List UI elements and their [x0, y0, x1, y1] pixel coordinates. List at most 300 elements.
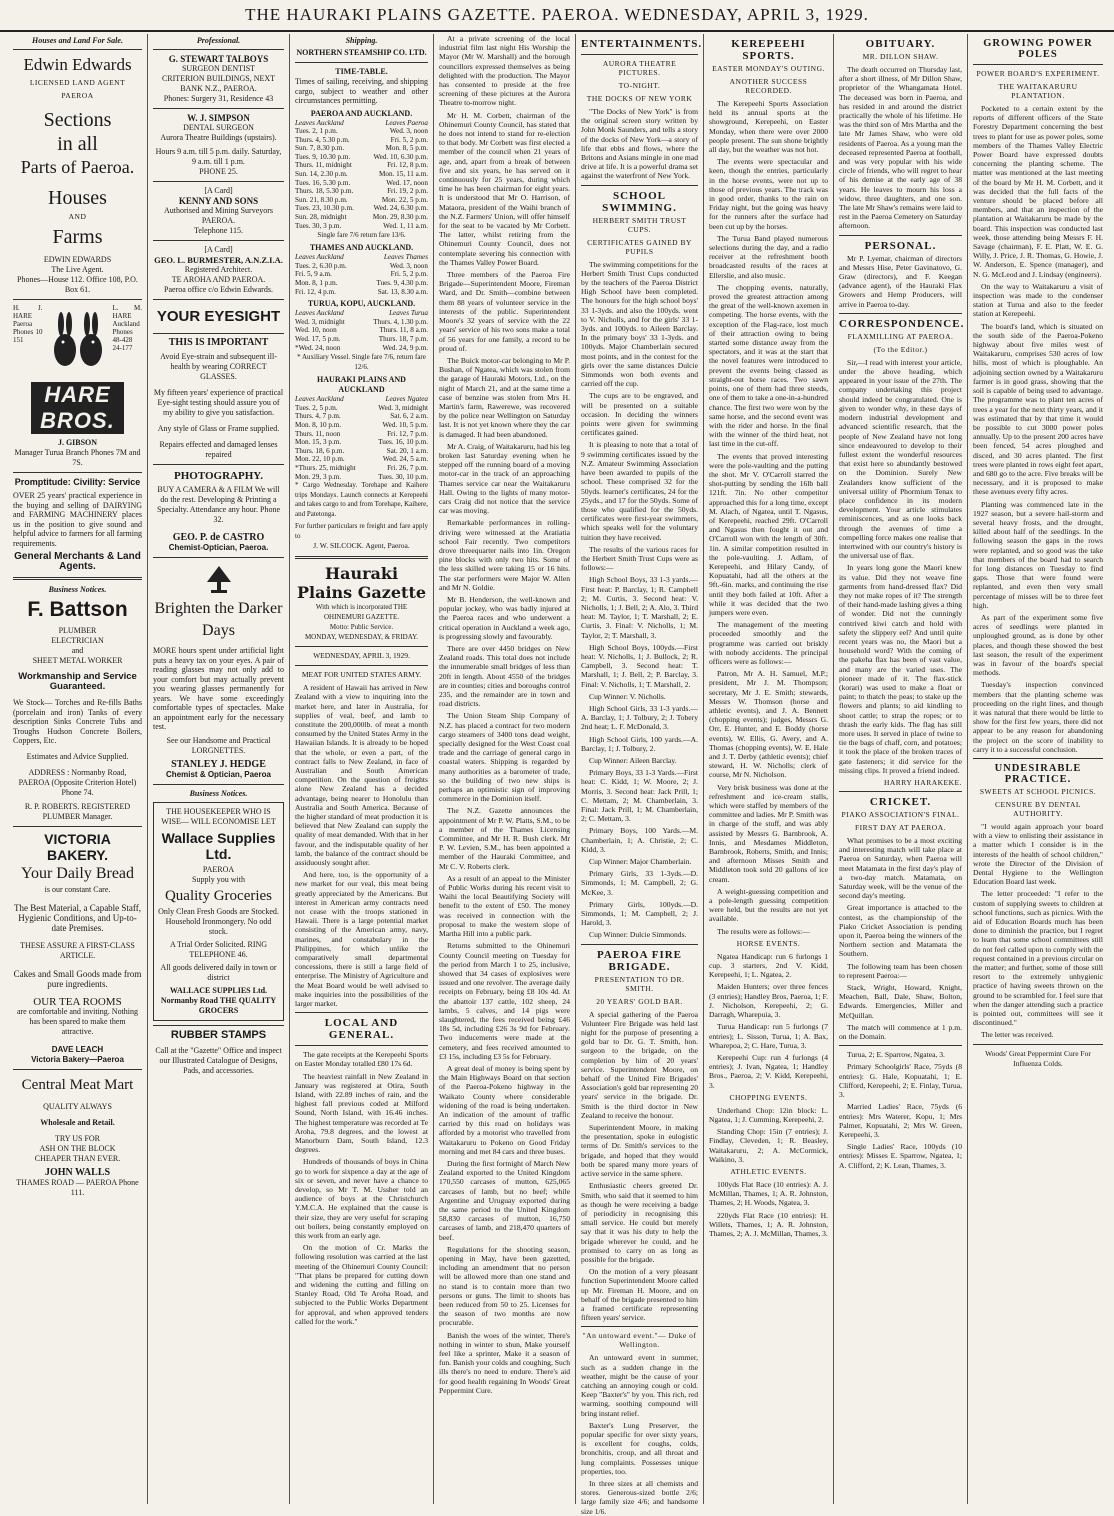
route-thames-title: THAMES AND AUCKLAND. [309, 243, 414, 253]
news-p4: The Buick motor-car belonging to Mr P. Bushan, of Ngatea, which was stolen from the garage of Hauraki Motors, Ltd., on the night of March 21, and at the same time a case of benzine was stolen from Mrs H. Martin's farm, Rawerewe, was recovered by the police near Wellington on Saturday last. It is not yet known where they the car is damaged. It had been abandoned. [439, 355, 570, 439]
news-p10: The N.Z. Gazette announces the appointment of Mr P. W. Platts, S.M., to be a member of the Thames Licensing Committee, and Mr H. R. Bush clerk. Mr P. W. Levien, S.M., has been appointed a member of the Hauraki Committee, and Mr C. V. Roberts clerk. [439, 806, 570, 871]
kenny-title: Authorised and Mining Surveyors PAEROA. [163, 206, 274, 225]
timetable-cell: Thurs. 11, midnight [295, 161, 352, 170]
timetable-cell: Fri. 19, 2 p.m. [387, 187, 428, 196]
fire-p4: On the motion of a very pleasant function Superintendent Moore called up Mr. Fireman H. Moore, and on behalf of the brigade presented to him a framed certificate representing fifteen years' service. [581, 1267, 698, 1323]
kerepeehi-p9: A weight-guessing competition and a pole-length guessing competition were held, but the results are not yet available. [709, 886, 828, 924]
timetable-row [295, 455, 428, 464]
cricket-p6: Turua, 2; E. Sparrow, Ngatea, 3. [847, 1050, 945, 1060]
news-p15: Regulations for the shooting season, opening in May, have been gazetted, including an amendment that no person will be allowed more than one stand and no stand is to contain more than two persons or guns. The limit to shoots has been reduced from 50 to 25. Licenses for the season of two months are now procurable. [439, 1244, 570, 1328]
simpson-name: W. J. SIMPSON [187, 113, 250, 123]
column-2 [148, 34, 290, 1504]
fire-title: PAEROA FIRE BRIGADE. [596, 948, 683, 973]
timetable-header [295, 119, 428, 128]
personal-title: PERSONAL. [864, 239, 937, 252]
timetable-row [295, 288, 428, 297]
cricket-p5: The match will commence at 1 p.m. on the Domain. [839, 1022, 962, 1042]
lamp-icon [199, 562, 239, 596]
meat-article-p2: And here, too, is the opportunity of a new market for our veal, this meat being greatly appreciated by the Americans. But interest in American army contracts need not cease with the troops stationed in Hawaii. There is a large potential market consisting of the American army, navy, marines, and constabulary in the Philippines, for which unlike the comparatively small departmental concessions, there is still a large field of enterprise. The Ministry of Agriculture and the Meat Board would be well advised to make inquiries into the possibilities of the larger market. [295, 870, 428, 1008]
correspondence-signature: HARRY HARAKEKE. [883, 778, 962, 788]
swim-p9: High School Girls, 100 yards.—A. Barclay, 1; J. Tolbury, 2. [581, 734, 698, 753]
wallace-order: A Trial Order Solicited. RING TELEPHONE 46. [169, 939, 268, 959]
kerepeehi-p11: Maiden Hunters; over three fences (3 entries); Handley Bros, Paeroa, 1; F. J. Nicholson, Kerepeehi, 2; G. Darragh, Wharepuia, 3. [709, 982, 828, 1020]
ad-sections: Sections [43, 109, 112, 131]
battson-electrician: ELECTRICIAN [51, 636, 104, 645]
battson-guarantee: Workmanship and Service Guaranteed. [18, 671, 137, 692]
ad-contact-name: EDWIN EDWARDS [43, 255, 112, 264]
route-paeroa-table [295, 119, 428, 231]
timetable-row [295, 187, 428, 196]
swim-p11: Primary Boys, 33 1-3 Yards.—First heat: C. Kidd, 1; W. Moore, 2; J. Morris, 3. Second heat: Jack Prill, 1; C. Mettam, 2; M. Chamberlain, 3. Final: Jack Prill, 1; M. Chamberlain, 2; C. Mettam, 3. [581, 768, 698, 824]
page-columns [8, 34, 1108, 1516]
column-1 [8, 34, 148, 1504]
shipping-company: NORTHERN STEAMSHIP CO. LTD. [296, 48, 427, 57]
timetable-cell: Wed. 24, 5 a.m. [382, 455, 428, 464]
timetable-cell: Leaves Auckland [295, 395, 344, 404]
obituary-sub: MR. DILLON SHAW. [862, 52, 939, 61]
timetable-note: Times of sailing, receiving, and shipping cargo, subject to weather and other circumstances permitting. [295, 77, 428, 105]
route-plains-note2: For further particulars re freight and fare apply to [295, 522, 428, 540]
paper-title: Hauraki Plains Gazette [296, 564, 427, 603]
column-3 [290, 34, 434, 1504]
timetable-row [295, 279, 428, 288]
hare-body: OVER 25 years' practical experience in the buying and selling of DAIRYING and FARMING MACHINERY places us in the position to give sound and helpful advice to farmers for all farming requirements. [13, 491, 142, 548]
cricket-p2: Great importance is attached to the contest, as the championship of the Piako Cricket Association is pending upon it, Paeroa being the winners of the Northern section and Matamata the Southern. [839, 903, 962, 959]
undesirable-title: UNDESIRABLE PRACTICE. [994, 763, 1082, 786]
route-plains-table [295, 395, 428, 481]
timetable-cell: Tues. 23, 10.30 p.m. [295, 204, 354, 213]
entertainments-title: ENTERTAINMENTS. [581, 38, 703, 50]
meat-wholesale: Wholesale and Retail. [40, 1117, 115, 1127]
timetable-cell: Tues. 2, 5 p.m. [295, 403, 338, 412]
news-p2: Mr H. M. Corbett, chairman of the Ohinemuri County Council, has stated that he does not intend to stand for re-election to that body. Mr Corbett was first elected a member of the council when 21 years of age, and, apart from a break of between five and six years, he has served on it continuously for 25 years, during which time he has been chairman for eight years. It is understood that Mr O. Harrison, of Mataora, president of the Waihi branch of the N.Z. Farmers' Union, will offer himself for the seat to be vacated by Mr Corbett. The latter, whilst retiring from the Ohinemuri County Council, does not contemplate severing his connection with the Thames Valley Power Board. [439, 110, 570, 267]
swim-p14: Primary Girls, 33 1-3yds.—D. Simmonds, 1; M. Campbell, 2; G. McKee, 3. [581, 869, 698, 897]
timetable-cell: Wed. 3, noon [389, 127, 428, 136]
cricket-sub: PIAKO ASSOCIATION'S FINAL. [841, 810, 960, 820]
hare-general: General Merchants & Land Agents. [14, 551, 141, 572]
hare-logo: HARE BROS. [31, 382, 124, 434]
timetable-cell: Tues. 2, 6.30 p.m. [295, 261, 347, 270]
kerepeehi-p8: Very brisk business was done at the refreshment and ice-cream stalls, which were staffed by members of the committee and ladies. Mr P. Smith was in charge of the stuff, and was ably assisted by Messrs G. Barnbrook, A. Innis, and Mesdames Middleton, Barnbrook, Roberts, Smith, and Innis; and afternoon Misses Smith and Middleton took sold 20 gallons of ice cream. [709, 782, 828, 884]
timetable-header [295, 395, 428, 404]
cricket-title: CRICKET. [869, 796, 932, 809]
docks-title: THE DOCKS OF NEW YORK [586, 94, 693, 103]
timetable-cell: Mon. 29, 8.30 p.m. [372, 213, 428, 222]
talboys-name: G. STEWART TALBOYS [168, 54, 269, 64]
local-p4: On the motion of Cr. Marks the following resolution was carried at the last meeting of the Ohinemuri County Council: "That plans be prepared for cutting down and widening the cutting and filling on Stanley Road, Old Te Aroha Road, and subjected to the Public Works Department for approval, and when approved tenders called for the work." [295, 1243, 428, 1326]
timetable-cell: Thurs. 11, 8 a.m. [379, 326, 428, 335]
swim-p1: The swimming competitions for the Herbert Smith Trust Cups conducted by the teachers of the Paeroa District High School have been completed. The honours for the high school boys' 33 1-3yds. and also the 100yds. went to V. Nicholls, and for the girls' 33 1-3yds. and 100yds. to Aileen Barclay. In the primary boys' 33 1-3yds. and 100yds. Major Chamberlain secured most points, and in the contest for the girls over the same distances Dulcie Simmonds won both events and carried off the cup. [581, 259, 698, 389]
timetable-cell: Thurs. 18, 7 p.m. [378, 334, 428, 343]
ad-houses: Houses [48, 187, 107, 209]
correspondence-title: CORRESPONDENCE. [839, 317, 965, 330]
news-p5: Mr A. Craig, of Waitakaruru, had his leg broken last Saturday evening when he stepped off the running board of a moving motor-car in the track of an approaching Thames service car near the Waitakaruru Hall. Owing to the lights of many motor-cars Craig did not notice that the service car was moving. [439, 441, 570, 516]
agent-name: Edwin Edwards [23, 55, 132, 74]
swim-p12: Primary Boys, 100 Yards.—M. Chamberlain, 1; A. Christie, 2; C. Kidd, 3. [581, 826, 698, 854]
swim-title: SCHOOL SWIMMING. [602, 189, 677, 214]
timetable-row [295, 438, 428, 447]
rabbit-icon [43, 308, 113, 378]
route-thames-table [295, 253, 428, 296]
hare-ad [13, 304, 142, 382]
news-p14: During the first fortnight of March New Zealand exported to the United Kingdom 170,550 carcases of mutton, 625,065 carcases of lamb, but no beef; while Argentine and Uruguay exported during the same period to the United Kingdom 58,830 carcases of mutton, 16,750 carcases of lamb, and 218,470 quarters of beef. [439, 1158, 570, 1242]
timetable-row [295, 404, 428, 413]
timetable-cell: Wed. 17, 5 p.m. [295, 334, 341, 343]
fire-p1: A special gathering of the Paeroa Volunteer Fire Brigade was held last night for the purpose of presenting a gold bar to Dr. G. T. Smith, hon. surgeon to the brigade, on the completion by him of 20 years' service. Superintendent Moore, on behalf of the United Fire Brigades' Association's gold bar representing 20 years' service in the brigade. Dr. Smith is the third doctor in New Zealand to receive the honour. [581, 1009, 698, 1120]
kerepeehi-sub: EASTER MONDAY'S OUTING. [712, 64, 825, 73]
timetable-cell: Wed. 10, 5 p.m. [382, 420, 428, 429]
news-p9: The Union Steam Ship Company of N.Z. has placed a contract for two modern cargo steamers of 3400 tons dead weight, specially designed for the West Coast coal trade and the carriage of general cargo in coastal waters. Shipping is regarded by many authorities as a barometer of trade, so the building of two new ships is perhaps an optimistic sign of improving commerce in the Dominion itself. [439, 711, 570, 804]
hare-right-contact: L. M. HARE Auckland Phones 48-428 24-177 [112, 304, 142, 352]
column-6 [704, 34, 834, 1504]
timetable-cell: Sat. 20, 1 a.m. [386, 446, 428, 455]
ad-in-all: in all [57, 133, 98, 155]
wallace-footer: WALLACE SUPPLIES Ltd. Normanby Road THE QUALITY GROCERS [160, 985, 277, 1015]
timetable-row [295, 170, 428, 179]
timetable-cell: Fri. 26, 7 p.m. [387, 463, 428, 472]
meat-cheaper: CHEAPER THAN EVER. [34, 1153, 121, 1163]
swim-p10: Cup Winner: Aileen Barclay. [589, 755, 677, 765]
local-title: LOCAL AND GENERAL. [324, 1017, 399, 1042]
battson-estimates: Estimates and Advice Supplied. [26, 751, 129, 761]
timetable-cell: Wed. 24, 9 p.m. [382, 343, 428, 352]
meat-article-title: MEAT FOR UNITED STATES ARMY. [301, 670, 422, 680]
timetable-cell: Mon. 29, 3 p.m. [295, 472, 342, 481]
paper-days: MONDAY, WEDNESDAY, & FRIDAY. [304, 633, 419, 642]
timetable-cell: Thurs. 4, 1.30 p.m. [373, 317, 428, 326]
brighten-lorgnettes: See our Handsome and Practical LORGNETTES. [166, 735, 271, 755]
fire-p3: Enthusiastic cheers greeted Dr. Smith, who said that it seemed to him as though he were receiving a badge of periodicity in recognising this small service. He could but merely say that it was his duty to help the brigade wherever he could, and he promised to carry on as long as possible for the brigade. [581, 1181, 698, 1264]
kerepeehi-p3: The Turua Band played numerous selections during the day, and a radio receiver at the refreshment booth broadcasted results of the races at Ellerslie, and also music. [709, 233, 828, 280]
local-p1: The gate receipts at the Kerepeehi Sports on Easter Monday totalled £80 17s 6d. [295, 1050, 428, 1069]
timetable-cell: Sun. 14, 2.30 p.m. [295, 170, 348, 179]
prov-title: "An untoward event."— Duke of Wellington. [582, 1331, 697, 1350]
timetable-row [295, 153, 428, 162]
masthead: THE HAURAKI PLAINS GAZETTE. PAEROA. WEDNESDAY, APRIL 3, 1929. [0, 0, 1114, 32]
section-label: Houses and Land For Sale. [32, 36, 123, 45]
cricket-p8: Married Ladies' Race, 75yds (6 entries): Mrs Waterer, Kopu, 1; Mrs Palmer, Kopuatahi, 2; Mrs W. Green, Kerepeehi, 3. [839, 1102, 962, 1139]
route-plains-note: * Cargo Wednesday. Torehape and Kaihere trips Mondays. Launch connects at Kerepeehi and takes cargo to and from Torehape, Kaihere, and Patetonga. [295, 481, 428, 518]
timetable-cell: Tues. 9, 4.30 p.m. [376, 279, 428, 287]
cricket-p7: Primary Schoolgirls' Race, 75yds (8 entries): G. Hale, Kopuatahi, 1; E. Clifford, Kerepeehi, 2; E. Finlay, Turua, 3. [839, 1062, 962, 1100]
route-turua-table [295, 309, 428, 352]
kerepeehi-p6: The management of the meeting proceeded smoothly and the programme was carried out briskly with nobody accidents. The principal officers were as follows:— [709, 620, 828, 666]
news-p7: Mr B. Henderson, the well-known and popular jockey, who was badly injured at the Paeroa races and who underwent a critical operation in Auckland a week ago, is progressing slowly and favourably. [439, 594, 570, 641]
timetable-row [295, 447, 428, 456]
poles-p5: As part of the experiment some five acres of seedlings were planted in unploughed ground, as is done by other places, and though these showed the best last season, the result of the experiment was in favour of the board's special methods. [973, 612, 1103, 678]
ad-and: AND [68, 212, 87, 221]
important-3: Any style of Glass or Frame supplied. [157, 424, 280, 433]
local-p3: Hundreds of thousands of boys in China go to work for sixpence a day at the age of six or seven, and never have a chance to develop, so Mr T. M. Ussher told an audience of boys at the Christchurch Y.M.C.A. He explained that the cause is their size, they are very useful for scraping out boilers, being constantly employed on this work from an early age. [295, 1157, 428, 1241]
column-5 [576, 34, 704, 1516]
bakery-bread: Your Daily Bread [20, 864, 135, 882]
battson-stock: We Stock— Torches and Re-fills Baths (porcelain and iron) Tanks of every description Sinks Concrete Tubs and Troughs Hudson Concrete Boilers, Coppers, Etc. [13, 698, 142, 745]
fire-sub2: 20 YEARS' GOLD BAR. [596, 996, 683, 1006]
swim-p8: High School Girls, 33 1-3 yards.—A. Barclay, 1; J. Tolbury, 2; J. Tobery 2nd heat; L. F. McDonald, 3. [581, 703, 698, 732]
timetable-cell: Thurs. 18, 5.30 p.m. [295, 187, 354, 196]
wallace-name: Wallace Supplies Ltd. [161, 829, 276, 862]
route-paeroa-fare: Single fare 7/6 return fare 13/6. [317, 231, 406, 240]
timetable-row [295, 318, 428, 327]
ad-contact-tag: The Live Agent. [51, 265, 104, 274]
kerepeehi-p17: 220yds Flat Race (10 entries): H. Willets, Thames, 1; A. R. Johnston, Thames, 2; A. J. McMillan, Thames, 3. [709, 1210, 828, 1238]
aurora-title: AURORA THEATRE PICTURES. [602, 59, 677, 77]
route-turua-note: * Auxiliary Vessel. Single fare 7/6, return fare 12/6. [297, 353, 426, 372]
meat-owner-sub: THAMES ROAD — PAEROA Phone 111. [16, 1177, 139, 1197]
kerepeehi-p15: Standing Chop: 15in (7 entries); J. Findlay, Cleveden, 1; R. Beasley, Waitakaruru, 2; A. McCormick, Waikino, 3. [709, 1127, 828, 1164]
kerepeehi-p2: The events were spectacular and keen, though the entries, particularly in the horse events, were not up to those of previous years. The track was in good order, thanks to the rain on Friday night, but the going was heavy for the runners after the surface had been cut up by the horses. [709, 157, 828, 231]
simpson-hours: Hours 9 a.m. till 5 p.m. daily. Saturday, 9 a.m. till 1 p.m. [155, 147, 282, 166]
timetable-cell: Leaves Ngatea [385, 395, 428, 404]
news-p1: At a private screening of the local industrial film last night His Worship the Mayor (Mr W. Marshall) and the borough councillors expressed themselves as being delighted with the production. The Mayor has consented to preside at the free screening of these pictures at the Aurora Theatre to-morrow night. [439, 34, 570, 108]
athletic-events-title: ATHLETIC EVENTS. [730, 1166, 807, 1176]
news-p8: There are over 4450 bridges on New Zealand roads. This total does not include the innumerable small bridges of less than 20ft in length. About 4550 of the bridges are in counties; cities and boroughs control 235, and the remainder are in town and road districts. [439, 644, 570, 709]
timetable-row [295, 430, 428, 439]
kerepeehi-p7: Patron, Mr A. H. Samuel, M.P.; president, Mr J. M. Thompson; secretary, Mr J. E. Smith; stewards, Messrs W. Thomson (horse and athletic events), and J. A. Bennett (chopping events); judges, Messrs G. Orr, E. Hunter, and E. Boddy (horse events), W. Ellis, G. Avery, and A. Thomas (chopping events), W. E. Hale and J. T. Derby (athletic events); chief steward, H. W. Nicholls; clerk of course, Mr N. Nicholson. [709, 669, 828, 780]
timetable-cell: Thurs. 4, 5.30 p.m. [295, 135, 350, 144]
timetable-row [295, 421, 428, 430]
wallace-supply: Supply you with [192, 874, 245, 884]
kerepeehi-p5: The events that proved interesting were the pole-vaulting and the putting the shot. Mr V. O'Carroll starred the shot-putting by sending the 16lb ball 121ft. 7in. No other competitor approached this for a long time, except M. Alach, of Ngatea, until T. Ngasus, of Kerepeehi, reached 29ft. O'Carroll and Ngasus then fought it out and O'Carroll won with the length of 30ft. 1in. A similar competition resulted in the pole-vaulting. J. Adlam, of Kerepeehi, and Hilary Candy, of Kopuatahi, had all the others at the 9ft.-6in. marks, and continuing the rise until they both failed at 10ft. After a while it was decided that the two jumpers were even. [709, 451, 828, 617]
timetable-cell: Leaves Auckland [295, 118, 344, 127]
timetable-cell: Mon. 22, 5 p.m. [381, 195, 428, 204]
undesirable-p3: The letter was received. [981, 1030, 1054, 1040]
photo-body: BUY A CAMERA & A FILM We will do the rest. Developing & Printing a Specialty. Attendance any hour. Phone 32. [156, 485, 280, 524]
meat-quality: QUALITY ALWAYS [43, 1101, 112, 1111]
shipping-agent: J. W. SILCOCK. Agent, Paeroa. [313, 541, 410, 551]
section-label-business-2: Business Notices. [189, 788, 248, 798]
timetable-cell: Sat. 13, 8.30 a.m. [377, 287, 428, 296]
kerepeehi-p16: 100yds Flat Race (10 entries): A. J. McMillan, Thames, 1; A. R. Johnston, Thames, 2; H. Woods, Ngatea, 3. [709, 1179, 828, 1208]
timetable-cell: Tues. 30, 3 p.m. [295, 221, 342, 230]
correspondence-to: (To the Editor.) [873, 344, 928, 354]
card-label: [A Card] [204, 186, 233, 195]
horse-events-title: HORSE EVENTS. [736, 938, 801, 948]
fire-sub: PRESENTATION TO DR. SMITH. [594, 974, 685, 993]
rubber-title: RUBBER STAMPS [170, 1028, 267, 1041]
poles-sub2: THE WAITAKARURU PLANTATION. [998, 82, 1078, 100]
meat-article-p1: A resident of Hawaii has arrived in New Zealand with a view to inquiring into the market here, and later in Australia, for supplies of veal, beef, and lamb to constitute the 200,000lb. of meat a month consumed by the United States Army in the Hawaiian Islands. It is already to be hoped that the whole, or even a part, of the contract falls to New Zealand, in face of Australian and South American competition. On the question of freights alone New Zealand has a decided advantage, being nearer to Honolulu than Australia and South America. Because of the higher standard of meat production it is believed that New Zealand can supply the quality of meat demanded. With that in her favour, and the indisputable quality of her lamb, the balance of the contract should be assiduously sought after. [295, 683, 428, 867]
timetable-row [295, 204, 428, 213]
timetable-cell: Fri. 5, 2 p.m. [390, 270, 428, 279]
hedge-title: Chemist & Optician, Paeroa [166, 769, 271, 779]
timetable-cell: Wed. 10, noon [295, 326, 337, 335]
timetable-cell: Wed. 3, midnight [295, 317, 345, 326]
cricket-p3: The following team has been chosen to represent Paeroa:— [839, 961, 962, 980]
swim-p15: Primary Girls, 100yds.—D. Simmonds, 1; M. Campbell, 2; J. Harold, 3. [581, 899, 698, 928]
important-4: Repairs effected and damaged lenses repaired [159, 440, 278, 459]
timetable-cell: Mon. 8, 5 p.m. [385, 144, 428, 153]
prov-p3: In three sizes at all chemists and stores. Generous-sized bottle 2/6; large family size 4/6; and handsome size 1/6. [581, 1478, 698, 1516]
timetable-row [295, 412, 428, 421]
brighten-body: MORE hours spent under artificial light puts a heavy tax on your eyes. A pair of reading glasses may not only add to your comfort but may actually prevent you wearing glasses permanently for years. We have some exceedingly comfortable types of spectacles. Make an appointment early for the necessary test. [153, 646, 284, 731]
timetable-row [295, 196, 428, 205]
ad-parts: Parts of Paeroa. [20, 157, 135, 177]
timetable-cell: Wed. 24, 6.30 p.m. [373, 204, 428, 213]
kerepeehi-p1: The Kerepeehi Sports Association held its annual sports at the showground, Kerepeehi, on Easter Monday, when there were over 2000 people present. The sun shone brightly all day, but the weather was not hot. [709, 99, 828, 155]
simpson-title: DENTAL SURGEON [183, 123, 254, 132]
kerepeehi-title: KEREPEEHI SPORTS. [731, 38, 806, 62]
timetable-cell: Wed. 17, noon [386, 178, 428, 187]
woods-ad: Woods' Great Peppermint Cure For Influenza Colds. [985, 1048, 1091, 1068]
obituary-title: OBITUARY. [865, 38, 936, 50]
timetable-cell: Sat. 6, 2 a.m. [390, 412, 428, 421]
swim-p6: High School Boys, 100yds.—First heat: V. Nicholls, 1; J. Bullock, 2; R. Campbell, 3. Second heat: T. Marshall, 1; J. Bell, 2; P. Barclay, 3. Final: V. Nicholls, 1; T. Marshall, 2. [581, 642, 698, 689]
burmester-towns: TE AROHA AND PAEROA. [171, 275, 266, 284]
bakery-tea-sub: are comfortable and inviting. Nothing has been spared to make them attractive. [16, 1006, 139, 1036]
timetable-row [295, 136, 428, 145]
timetable-row [295, 222, 428, 231]
battson-name: F. Battson [27, 598, 128, 621]
route-paeroa-title: PAEROA AND AUCKLAND. [310, 108, 413, 118]
swim-p13: Cup Winner: Major Chamberlain. [589, 857, 692, 867]
cricket-p1: What promises to be a most exciting and interesting match will take place at Paeroa on Saturday, when Paeroa will meet Matamata in the first day's play of a two-day match. Matamata, on Saturday week, will be the venue of the second day's meeting. [839, 836, 962, 901]
timetable-cell: Mon. 8, 1 p.m. [295, 279, 338, 287]
bakery-tea: OUR TEA ROOMS [33, 995, 122, 1008]
timetable-cell: Tues. 9, 10.30 p.m. [295, 152, 351, 161]
correspondence-p1: Sir,—I read with interest your article, under the above heading, which appeared in your issue of the 27th. The company undertaking this project should indeed be congratulated. One is given to wonder why, in these days of modern industrial development and advanced scientific research, that the people of New Zealand have not long since endeavoured to develop to their fullest extent the wonderful resources that exist here so abundantly bestowed on the Dominion. Surely New Zealanders know sufficient of the universal utility of Phormium Tenax to place confidence in its modern development. Your article stimulates reminiscences, and as one looks back through the avenues of time a compelling force makes one realise that intertwined with our country's history is the universal use of flax. [839, 357, 962, 561]
personal-body: Mr P. Lyemar, chairman of directors and Messrs Hise, Peter Gavinatovo, G. Graw (directors), and F. Keegan (advance agent), of the Hauraki Flax Growers and Hemp Producers, will arrive in Paeroa to-day. [839, 253, 962, 309]
timetable-cell: Tues. 16, 10 p.m. [378, 438, 428, 447]
kerepeehi-p10: Ngatea Handicap: run 6 furlongs 1 cup. 3 starters, 2nd V. Kidd, Kerepeehi, 1; L. Ngatea, 2. [709, 951, 828, 980]
bakery-assure: THESE ASSURE A FIRST-CLASS ARTICLE. [20, 940, 135, 960]
timetable-row [295, 464, 428, 473]
undesirable-sub: SWEETS AT SCHOOL PICNICS. [979, 787, 1097, 797]
prov-p2: Baxter's Lung Preserver, the popular specific for over sixty years, is excellent for coughs, colds, bronchitis, croup, and all throat and lung complaints. Possesses unique properties, too. [581, 1420, 698, 1476]
route-turua-title: TURUA, KOPU, AUCKLAND. [307, 299, 416, 309]
timetable-cell: Wed. 3, noon [389, 261, 428, 270]
poles-p4: Planting was commenced late in the 1927 season, but a severe hail-storm and several heavy frosts, and the drought, killed about half of the seedlings. In the following season the gaps in the rows were replanted, and so good was the take that members of the board had to search for long distances on Tuesday to find gaps. Those that were found were replanted, and even then very small percentage of misses will be to three feet high. [973, 499, 1103, 610]
wallace-ad [153, 802, 284, 1021]
hare-manager-sub: Manager Turua Branch Phones 7M and 7S. [14, 448, 141, 467]
bakery-best: The Best Material, a Capable Staff, Hygienic Conditions, and Up-to-date Premises. [13, 902, 142, 933]
timetable-cell: Fri. 12, 4 p.m. [295, 287, 336, 296]
timetable-cell: Fri. 12, 8 p.m. [387, 161, 428, 170]
simpson-address: Aurora Theatre Buildings (upstairs). [160, 133, 277, 142]
section-label-business: Business Notices. [48, 585, 107, 594]
section-label-professional: Professional. [196, 36, 241, 45]
chopping-events-title: CHOPPING EVENTS. [729, 1092, 808, 1102]
ad-farms: Farms [52, 226, 103, 248]
ad-contact-phones: Phones—House 112. Office 108, P.O. Box 61. [17, 275, 138, 294]
timetable-cell: Wed. 3, midnight [378, 403, 428, 412]
kenny-name: KENNY AND SONS [178, 196, 259, 206]
rubber-body: Call at the "Gazette" Office and inspect our Illustrated Catalogue of Designs, Pads, and accessories. [155, 1045, 282, 1075]
talboys-phones: Phones: Surgery 31, Residence 43 [163, 94, 274, 103]
timetable-cell: Sun. 7, 8.30 p.m. [295, 144, 345, 153]
talboys-address: CRITERION BUILDINGS, NEXT BANK N.Z., PAEROA. [161, 74, 276, 93]
timetable-cell: Tues. 30, 10 p.m. [378, 472, 428, 481]
burmester-title: Registered Architect. [184, 265, 253, 274]
cricket-p4: Stack, Wright, Howard, Knight, Meachen, Ball, Dale, Shaw, Bolton, Edwards. Emergencies, Miller and McQuillan. [839, 983, 962, 1020]
battson-and: and [71, 646, 84, 655]
swim-sub: HERBERT SMITH TRUST CUPS. [592, 215, 687, 234]
agent-town: PAEROA [61, 91, 94, 100]
agent-sub: LICENSED LAND AGENT [29, 78, 126, 87]
kerepeehi-p12: Turua Handicap: run 5 furlongs (7 entries); L. Sisson, Turua, 1; A. Bax, Wharepoa, 2; C. Hare, Turua, 3. [709, 1022, 828, 1050]
column-4 [434, 34, 576, 1504]
kerepeehi-p4: The chopping events, naturally, proved the greatest attraction among the great of the well-known axemen in competing. The horse events, with the exception of the Flag-race, lost much of their attraction owing to being started some distance away from the spectators, and it was at the start that the novel features were introduced to prevent the events being classed as straight-out horse races. Two sawn points, one of them had three steeds, one of them to take a one-in-a-hundred chance. The first two were won by the same horse, and the second event was with the rider and horse. In the final with the winner of the third heat, not last time in the cut-off. [709, 282, 828, 449]
timetable-row [295, 213, 428, 222]
timetable-cell: Fri. 5, 2 p.m. [390, 135, 428, 144]
card-label-2: [A Card] [204, 245, 233, 254]
eyesight-title: YOUR EYESIGHT [156, 308, 281, 325]
wallace-goods: Only Clean Fresh Goods are Stocked. Household Ironmongery. No odd stock. [158, 906, 279, 936]
cricket-p9: Single Ladies' Race, 100yds (10 entries): Misses E. Sparrow, Ngatea, 1; A. Clifford, 2; K. Lean, Thames, 3. [839, 1142, 962, 1170]
timetable-row [295, 473, 428, 482]
kerepeehi-p14: Underhand Chop: 12in block: L. Ngatea, 1; J. Cumming, Kerepeehi, 2. [709, 1105, 828, 1124]
timetable-cell: Sun. 21, 8.30 p.m. [295, 195, 348, 204]
swim-cert: CERTIFICATES GAINED BY PUPILS [587, 237, 692, 256]
timetable-row [295, 161, 428, 170]
timetable-cell: Tues. 2, 1 p.m. [295, 127, 338, 136]
timetable-cell: Wed. 1, 11 a.m. [383, 221, 428, 230]
photo-title: PHOTOGRAPHY. [174, 470, 263, 482]
hare-manager: J. GIBSON [57, 438, 98, 447]
simpson-phone: PHONE 25. [199, 167, 238, 176]
bakery-cakes: Cakes and Small Goods made from pure ingredients. [13, 968, 142, 989]
prov-p1: An untoward event in summer, such as a sudden change in the weather, might be the cause of your catching an annoying cough or cold. Keep "Baxter's" by you. This rich, red warming, soothing compound will bring instant relief. [581, 1353, 698, 1418]
swim-p5: High School Boys, 33 1-3 yards.—First heat: P. Barclay, 1; R. Campbell 2; M. Curtis, 3. Second heat: V. Nicholls, 1; J. Bell, 2; A. Alo, 3. Third heat: M. Taylor, 1; T. Marshall, 2; E. Curtis, 3. Final: V. Nicholls, 1; M. Taylor, 2; T. Marshall, 3. [581, 575, 698, 640]
timetable-cell: Fri. 12, 7 p.m. [387, 429, 428, 438]
undesirable-p1: "I would again approach your board with a view to enlisting their assistance in a matter which I consider is in the interests of the health of school children," wrote the Director of the Division of Dental Hygiene to the Wellington Education Board last week. [973, 822, 1103, 887]
news-p3: Three members of the Paeroa Fire Brigade—Superintendent Moore, Fireman Ward, and Dr. Smith—combine between them 88 years of volunteer service in the interests of the public. Superintendent Moore's 32 years of service with the 22 years' service of his two sons make a total of 56 years for one family, a record to be proud of. [439, 270, 570, 353]
kenny-phone: Telephone 115. [194, 226, 243, 235]
fire-p2: Superintendent Moore, in making the presentation, spoke in eulogistic terms of Dr. Smith's services to the brigade, and hoped that they would both be spared many more years of active service in the same sphere. [581, 1123, 698, 1179]
docks-body: "The Docks of New York" is from the original screen story written by John Monk Saunders, and tells a story of the docks of New York—a story of life that ebbs and flows, where the Britons and Asians mingle in one mad drive at life. It is a powerful drama set against the waterfront of New York. [581, 107, 698, 181]
undesirable-sub2: CENSURE BY DENTAL AUTHORITY. [995, 800, 1081, 819]
route-plains-title: HAURAKI PLAINS AND AUCKLAND [317, 375, 406, 395]
timetable-row [295, 262, 428, 271]
obituary-body: The death occurred on Thursday last, after a short illness, of Mr Dillon Shaw, proprietor of the Whangamata Hotel. The deceased was born in Paeroa, and has resided in and around the district practically the whole of his lifetime. He was the third son of Mrs Martha and the late Mr James Shaw, who were old residents of Paeroa. As a young man the deceased represented Paeroa at football, and was very popular with his wide circle of friends, who will regret to hear of his demise at the early age of 38 years. He leaves to mourn his loss a widow, three daughters, and one son. The late Mr Shaw's remains were laid to rest in the Paeroa Cemetery on Saturday afternoon. [839, 65, 962, 231]
swim-p16: Cup Winner: Dulcie Simmonds. [589, 930, 687, 940]
poles-p3: The board's land, which is situated on the south side of the Paeroa-Pokeno highway about five miles west of Waitakaruru, comprises 530 acres of low hills, most of which is ploughable. An adjoining section owned by a Waitakaruru farmer is in good grass, showing that the soil is capable of being used to advantage. The programme was to plant ten acres of trees a year for the next thirty years, and it was estimated that by that time it would be possible to cut 3000 power poles annually. Up to the present 200 acres have been fenced, 54 acres ploughed and disced, and 30 acres planted. The first trees were planted in rows eight feet apart, and 680 go to the acre. Five breaks will be necessary, and it is proposed to make these avenues every fifty acres. [973, 321, 1103, 497]
correspondence-sub: FLAXMILLING AT PAEROA. [847, 331, 954, 341]
bakery-owner-sub: Victoria Bakery—Paeroa [31, 1054, 124, 1064]
battson-sheetmetal: SHEET METAL WORKER [32, 656, 123, 665]
brighten-title: Brighten the Darker Days [154, 600, 283, 639]
important-2: My fifteen years' experience of practical Eye-sight testing should assure you of my ability to give you satisfaction. [153, 388, 284, 417]
news-p6: Remarkable performances in rolling-driving were witnessed at the Aratiatia school Fair recently. Two competitors drove threequarter nails into 1in. Oregon pine blocks with only two hits. Some of the less skilled were taking 15 or 16 hits. The star performers were Major W. Allen and Mr N. Goldie. [439, 518, 570, 592]
timetable-cell: Mon. 22, 10 p.m. [295, 455, 345, 464]
hare-slogan: Promptitude: Civility: Service [14, 477, 141, 487]
timetable-cell: Thurs. 11, noon [295, 429, 341, 438]
timetable-cell: Mon. 15, 11 a.m. [378, 170, 428, 179]
kerepeehi-sub2: ANOTHER SUCCESS RECORDED. [729, 77, 808, 95]
important-title: THIS IS IMPORTANT [168, 337, 269, 348]
timetable-row [295, 344, 428, 353]
paper-incorporated: With which is incorporated THE OHINEMURI GAZETTE. [315, 603, 408, 622]
cricket-sub2: FIRST DAY AT PAEROA. [854, 823, 946, 833]
timetable-cell: Fri. 5, 9 a.m. [295, 270, 332, 279]
castro-title: Chemist-Optician, Paeroa. [168, 543, 269, 552]
castro-name: GEO. P. de CASTRO [172, 532, 265, 543]
hedge-name: STANLEY J. HEDGE [171, 758, 266, 770]
burmester-name: GEO. L. BURMESTER, A.N.Z.I.A. [154, 255, 283, 265]
news-p13: A great deal of money is being spent by the Main Highways Board on that section of the Paeroa-Pokeno highway in the Waikato County where considerable widening of the road is being undertaken. An indication of the amount of traffic carried by this road on holidays was afforded by a motorist who travelled from Waitakaruru to Pokeno on Good Friday morning and met 84 cars and three buses. [439, 1063, 570, 1156]
poles-p6: Tuesday's inspection convinced members that the planting scheme was proceeding on the right lines, and though it was natural that there would be little to show for the first few years, there did not appear to be any reason for abandoning the project on the score of inability to carry it to a successful conclusion. [973, 680, 1103, 754]
important-1: Avoid Eye-strain and subsequent ill-health by wearing CORRECT GLASSES. [160, 352, 277, 381]
kerepeehi-p13: Kerepeehi Cup: run 4 furlongs (4 entries); J. Ivan, Ngatea, 1; Handley Bros., Paeroa, 2; V. Kidd, Kerepeehi, 3. [709, 1052, 828, 1090]
timetable-cell: Leaves Paeroa [385, 118, 428, 127]
timetable-cell: Leaves Auckland [295, 309, 344, 318]
swim-p3: It is pleasing to note that a total of 9 swimming certificates issued by the N.Z. Amateur Swimming Association have been awarded to pupils of the school. These comprised 32 for the 50yds. learner's certificates, 24 for the 25yds., and 17 for the 50yds. Some of those who qualified for the 50yds. certificates were first-year swimmers, which speaks well for the voluntary tuition they have received. [581, 440, 698, 542]
timetable-cell: Mon. 8, 10 p.m. [295, 420, 342, 429]
poles-title: GROWING POWER POLES [983, 38, 1093, 60]
correspondence-p2: In years long gone the Maori knew its value. Did they not weave fine garments from hand-dressed flax? Did they not make ropes of it? The strength of their hand-made lashing gives a thing of wonder. Did not the cunningly contrived kiwi catch and hold with safety the slippery eel? And until quite recent years was no, the Maori but a household word? With the coming of the pakeha flax has been of vast value, and many are the varied uses. The pioneer made of it. The flax-stick (korari) was used to make a float or paint; to thatch the peas; to stake up the flowers and plants; to aid kindling to shoot cattle; to strap the ropes; or to thrash the early kids. The flag has still more uses. It served in place of twine to tie the bags of chaff, corn, and potatoes; it took the place of the broken traces of gate fasteners; it did service for the missing clips. It proved a friend indeed. [839, 563, 962, 775]
battson-address: ADDRESS : Normanby Road, PAEROA (Opposite Criterion Hotel) Phone 74. [18, 767, 137, 797]
timetable-cell: Thurs. 18, 6 p.m. [295, 446, 345, 455]
